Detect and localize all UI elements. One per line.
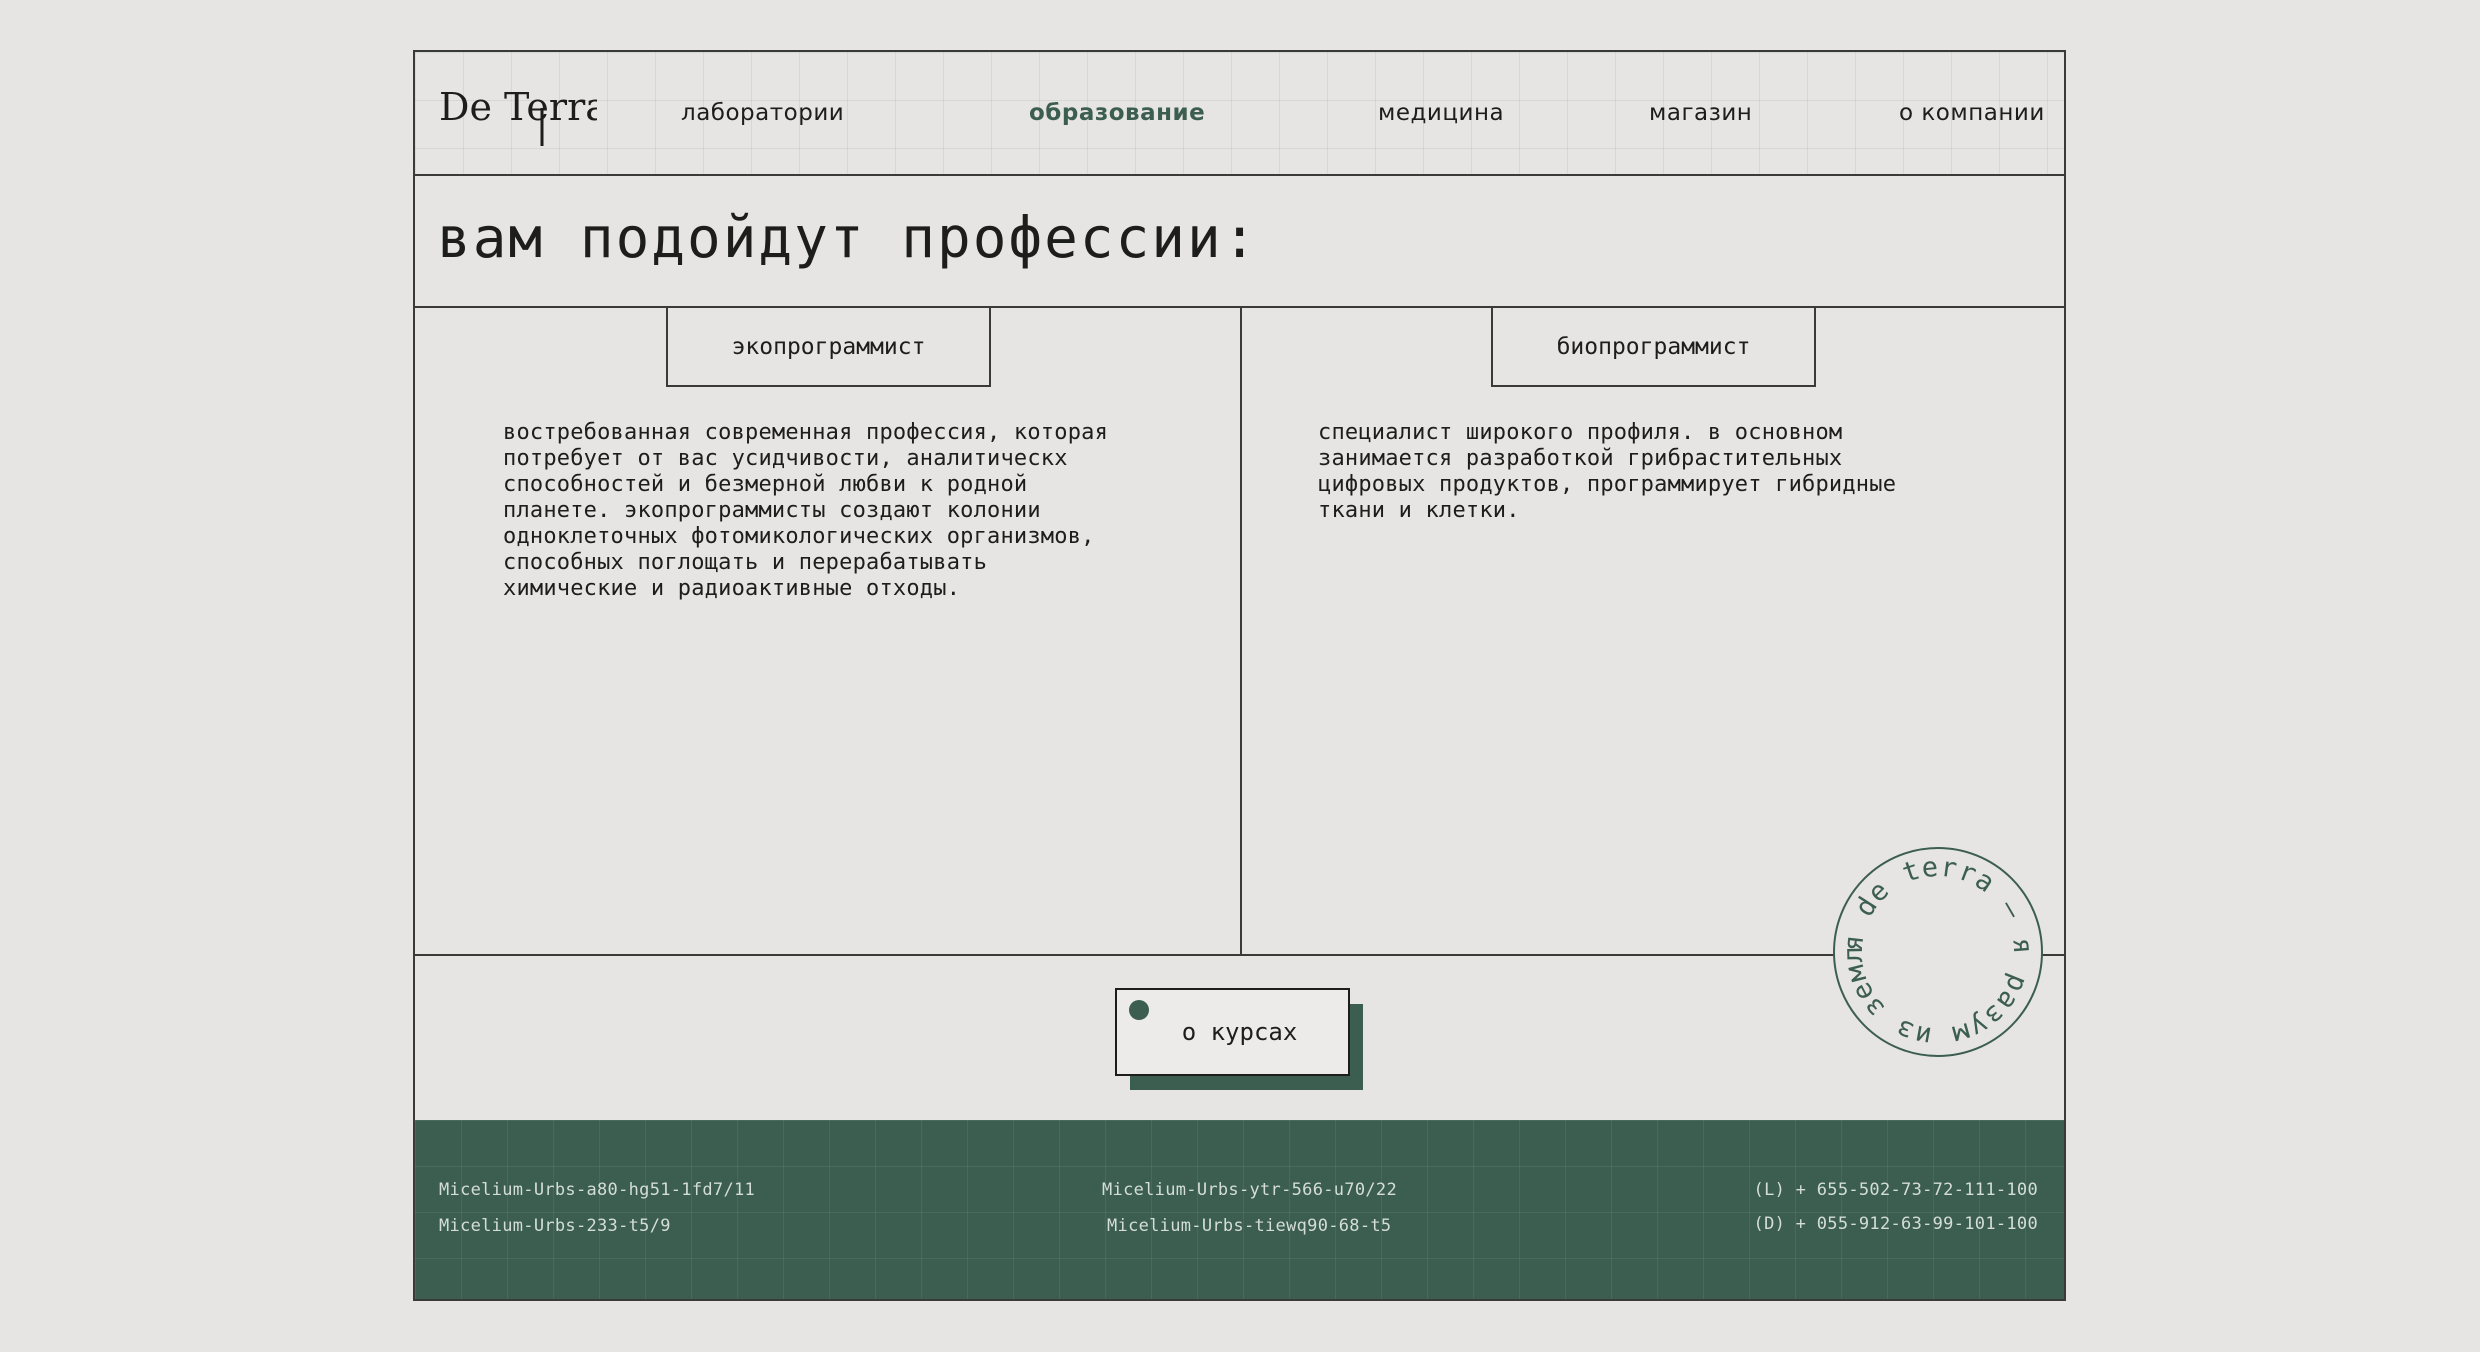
profession-tag[interactable]: биопрограммист (1491, 308, 1816, 387)
cta-section (415, 954, 2064, 1120)
about-courses-button[interactable] (1115, 988, 1350, 1076)
profession-description: востребованная современная профессия, которая потребует от вас усидчивости, аналитическх способностей и безмерной любви к родной планете. экопрограммисты создают колонии одноклеточных фотомикологических организмов, способных поглощать и перерабатывать химические и радиоактивные отходы. (503, 420, 1109, 601)
dot-icon (1129, 1000, 1149, 1020)
footer (415, 1120, 2064, 1301)
nav-item-shop[interactable]: магазин (1649, 100, 1753, 126)
profession-card-eco (415, 308, 1242, 954)
nav-item-education[interactable]: образование (1029, 100, 1206, 126)
de-terra-logo[interactable] (437, 78, 597, 162)
profession-tag[interactable]: экопрограммист (666, 308, 991, 387)
top-navigation (415, 52, 2064, 176)
circular-stamp (1828, 842, 2048, 1062)
stamp-text: я de terra — я разум из земл (1837, 851, 2039, 1052)
profession-description: специалист широкого профиля. в основном занимается разработкой грибрастительных цифровых продуктов, программирует гибридные ткани и клетки. (1318, 420, 1897, 523)
nav-item-medicine[interactable]: медицина (1378, 100, 1505, 126)
title-section (415, 176, 2064, 308)
footer-code: Micelium-Urbs-tiewq90-68-t5 (1107, 1216, 1392, 1236)
footer-phone[interactable]: (L) + 655-502-73-72-111-100 (1753, 1180, 2038, 1200)
footer-code: Micelium-Urbs-ytr-566-u70/22 (1102, 1180, 1397, 1200)
logo-graphic (437, 78, 597, 158)
button-label: о курсах (1181, 1018, 1298, 1046)
page-frame (413, 50, 2066, 1301)
footer-code: Micelium-Urbs-233-t5/9 (439, 1216, 671, 1236)
stamp-graphic (1828, 842, 2048, 1062)
footer-code: Micelium-Urbs-a80-hg51-1fd7/11 (439, 1180, 756, 1200)
logo-text: De Terra (439, 85, 597, 129)
page-title: вам подойдут профессии: (437, 206, 1259, 271)
nav-item-about[interactable]: о компании (1899, 100, 2045, 126)
footer-phone[interactable]: (D) + 055-912-63-99-101-100 (1753, 1214, 2038, 1234)
nav-item-laboratories[interactable]: лаборатории (681, 100, 845, 126)
